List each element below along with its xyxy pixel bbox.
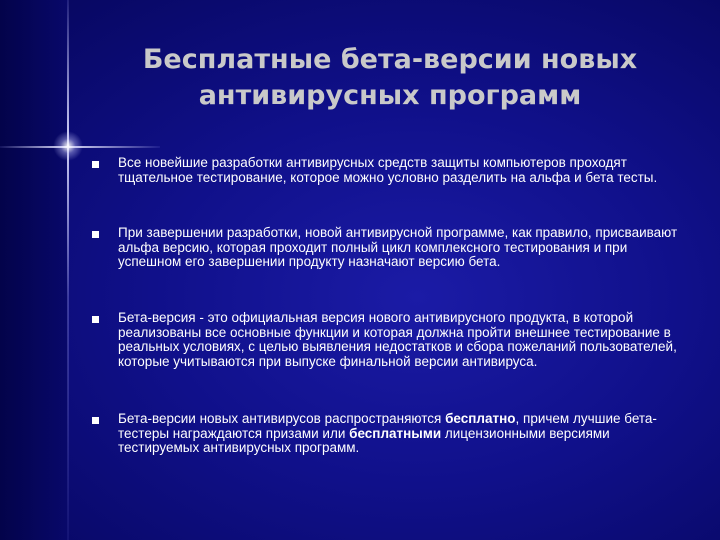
sparkle-star-icon	[53, 131, 83, 161]
bold-word-free: бесплатно	[445, 411, 516, 426]
vertical-decor-line	[67, 0, 69, 540]
bullet-text-part: , причем лучшие бета-тестеры награждаются призами или	[118, 411, 657, 441]
square-bullet-icon	[92, 417, 99, 424]
square-bullet-icon	[92, 161, 99, 168]
slide-title-line-1: Бесплатные бета-версии новых	[142, 44, 638, 75]
bold-word-free-plural: бесплатными	[349, 425, 442, 441]
bullet-text: При завершении разработки, новой антивирусной программе, как правило, присваивают альфа версию, которая проходит полный цикл комплексного тестирования и при успешном его завершении продукту назначают версию бета.	[118, 225, 678, 269]
square-bullet-icon	[92, 316, 99, 323]
bullet-text: Все новейшие разработки антивирусных средств защиты компьютеров проходят тщательное тестирование, которое можно условно разделить на альфа и бета тесты.	[118, 155, 658, 185]
bullet-text-part: Бета-версии новых антивирусов распространяются	[118, 411, 446, 426]
bullet-text	[118, 412, 678, 456]
bullet-text-part: лицензионными версиями тестируемых антивирусных программ.	[118, 425, 610, 455]
slide-title-line-2: антивирусных программ	[198, 80, 582, 111]
slide-title	[100, 42, 680, 114]
bullet-text: Бета-версия - это официальная версия нового антивирусного продукта, в которой реализованы все основные функции и которая должна пройти внешнее тестирование в реальных условиях, с целью выявления недостатков и сбора пожеланий пользователей, которые учитываются при выпуске финальной версии антивируса.	[118, 310, 677, 369]
left-decor-band	[0, 0, 68, 540]
square-bullet-icon	[92, 231, 99, 238]
